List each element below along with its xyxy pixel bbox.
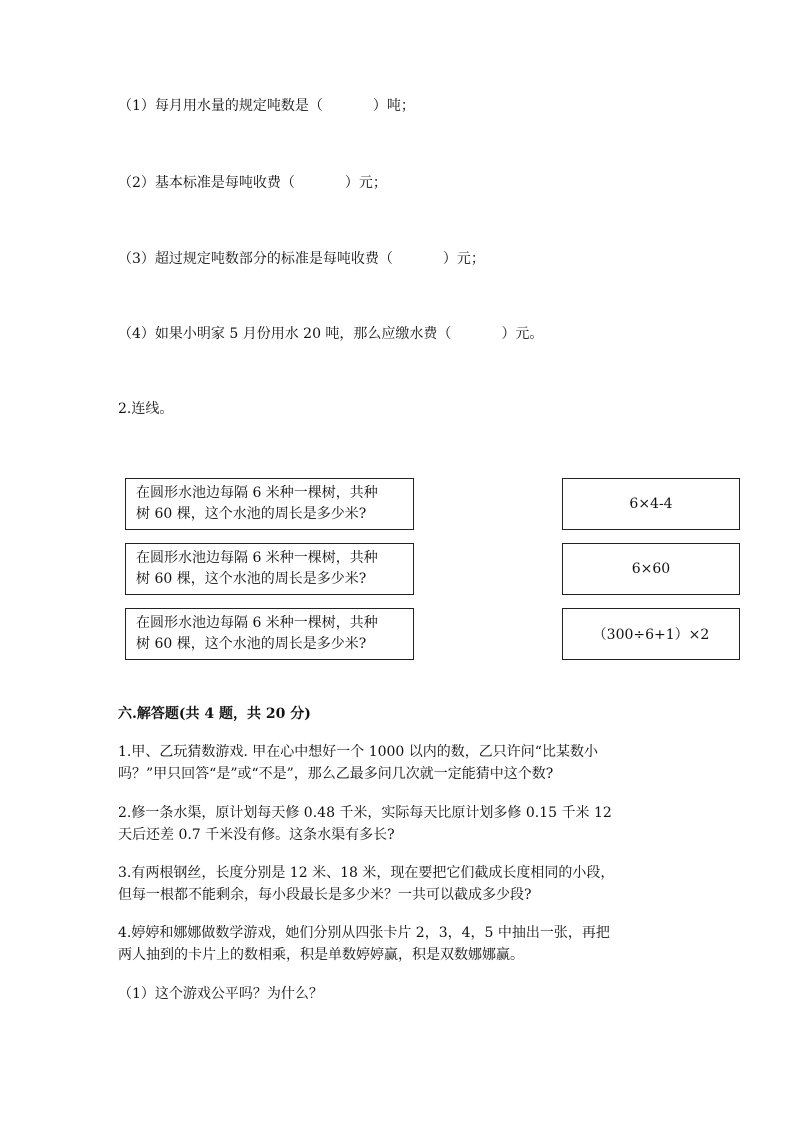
subquestion-text: （1）每月用水量的规定吨数是（	[118, 98, 323, 114]
subquestion-3	[118, 249, 485, 269]
match-left-text: 树 60 棵，这个水池的周长是多少米?	[136, 571, 367, 587]
match-right-box-2[interactable]	[562, 543, 740, 595]
problem-1	[118, 741, 688, 785]
subquestion-unit: ）元。	[501, 326, 544, 342]
match-right-box-3[interactable]	[562, 608, 740, 660]
subquestion-text: （4）如果小明家 5 月份用水 20 吨，那么应缴水费（	[118, 326, 452, 342]
problem-text: 4.婷婷和娜娜做数学游戏，她们分别从四张卡片 2，3，4，5 中抽出一张，再把	[118, 925, 610, 941]
match-left-text: 在圆形水池边每隔 6 米种一棵树，共种	[136, 550, 378, 566]
subquestion-1	[118, 96, 415, 116]
final-subquestion: （1）这个游戏公平吗？为什么？	[118, 986, 323, 1002]
subquestion-unit: ）元；	[344, 175, 387, 191]
match-left-box-3[interactable]	[125, 608, 414, 660]
subquestion-4	[118, 324, 543, 344]
match-right-box-1[interactable]	[562, 478, 740, 530]
match-right-text: 6×4-4	[629, 496, 673, 512]
subquestion-unit: ）吨；	[372, 98, 415, 114]
match-left-text: 树 60 棵，这个水池的周长是多少米?	[136, 636, 367, 652]
match-left-box-1[interactable]	[125, 478, 414, 530]
subquestion-text: （2）基本标准是每吨收费（	[118, 175, 295, 191]
match-left-text: 在圆形水池边每隔 6 米种一棵树，共种	[136, 615, 378, 631]
match-left-box-2[interactable]	[125, 543, 414, 595]
subquestion-unit: ）元；	[442, 251, 485, 267]
match-left-text: 树 60 棵，这个水池的周长是多少米?	[136, 506, 367, 522]
problem-4	[118, 922, 688, 966]
section-heading: 六.解答题(共 4 题，共 20 分)	[118, 706, 311, 722]
problem-text: 但每一根都不能剩余，每小段最长是多少米？一共可以截成多少段?	[118, 887, 532, 903]
problem-text: 2.修一条水渠，原计划每天修 0.48 千米，实际每天比原计划多修 0.15 千米 12	[118, 805, 612, 821]
problem-text: 3.有两根钢丝，长度分别是 12 米、18 米，现在要把它们截成长度相同的小段，	[118, 865, 615, 881]
subquestion-2	[118, 173, 387, 193]
subquestion-text: （3）超过规定吨数部分的标准是每吨收费（	[118, 251, 393, 267]
problem-text: 两人抽到的卡片上的数相乘，积是单数婷婷赢，积是双数娜娜赢。	[118, 947, 524, 963]
match-left-text: 在圆形水池边每隔 6 米种一棵树，共种	[136, 485, 378, 501]
match-right-text: （300÷6+1）×2	[592, 627, 710, 643]
problem-3	[118, 862, 688, 906]
problem-2	[118, 802, 688, 846]
problem-text: 1.甲、乙玩猜数游戏. 甲在心中想好一个 1000 以内的数，乙只许问“比某数小	[118, 744, 598, 760]
problem-text: 天后还差 0.7 千米没有修。这条水渠有多长?	[118, 827, 395, 843]
match-title: 2.连线。	[118, 401, 174, 417]
match-right-text: 6×60	[631, 561, 671, 577]
problem-text: 吗？”甲只回答“是”或“不是”，那么乙最多问几次就一定能猜中这个数?	[118, 766, 554, 782]
